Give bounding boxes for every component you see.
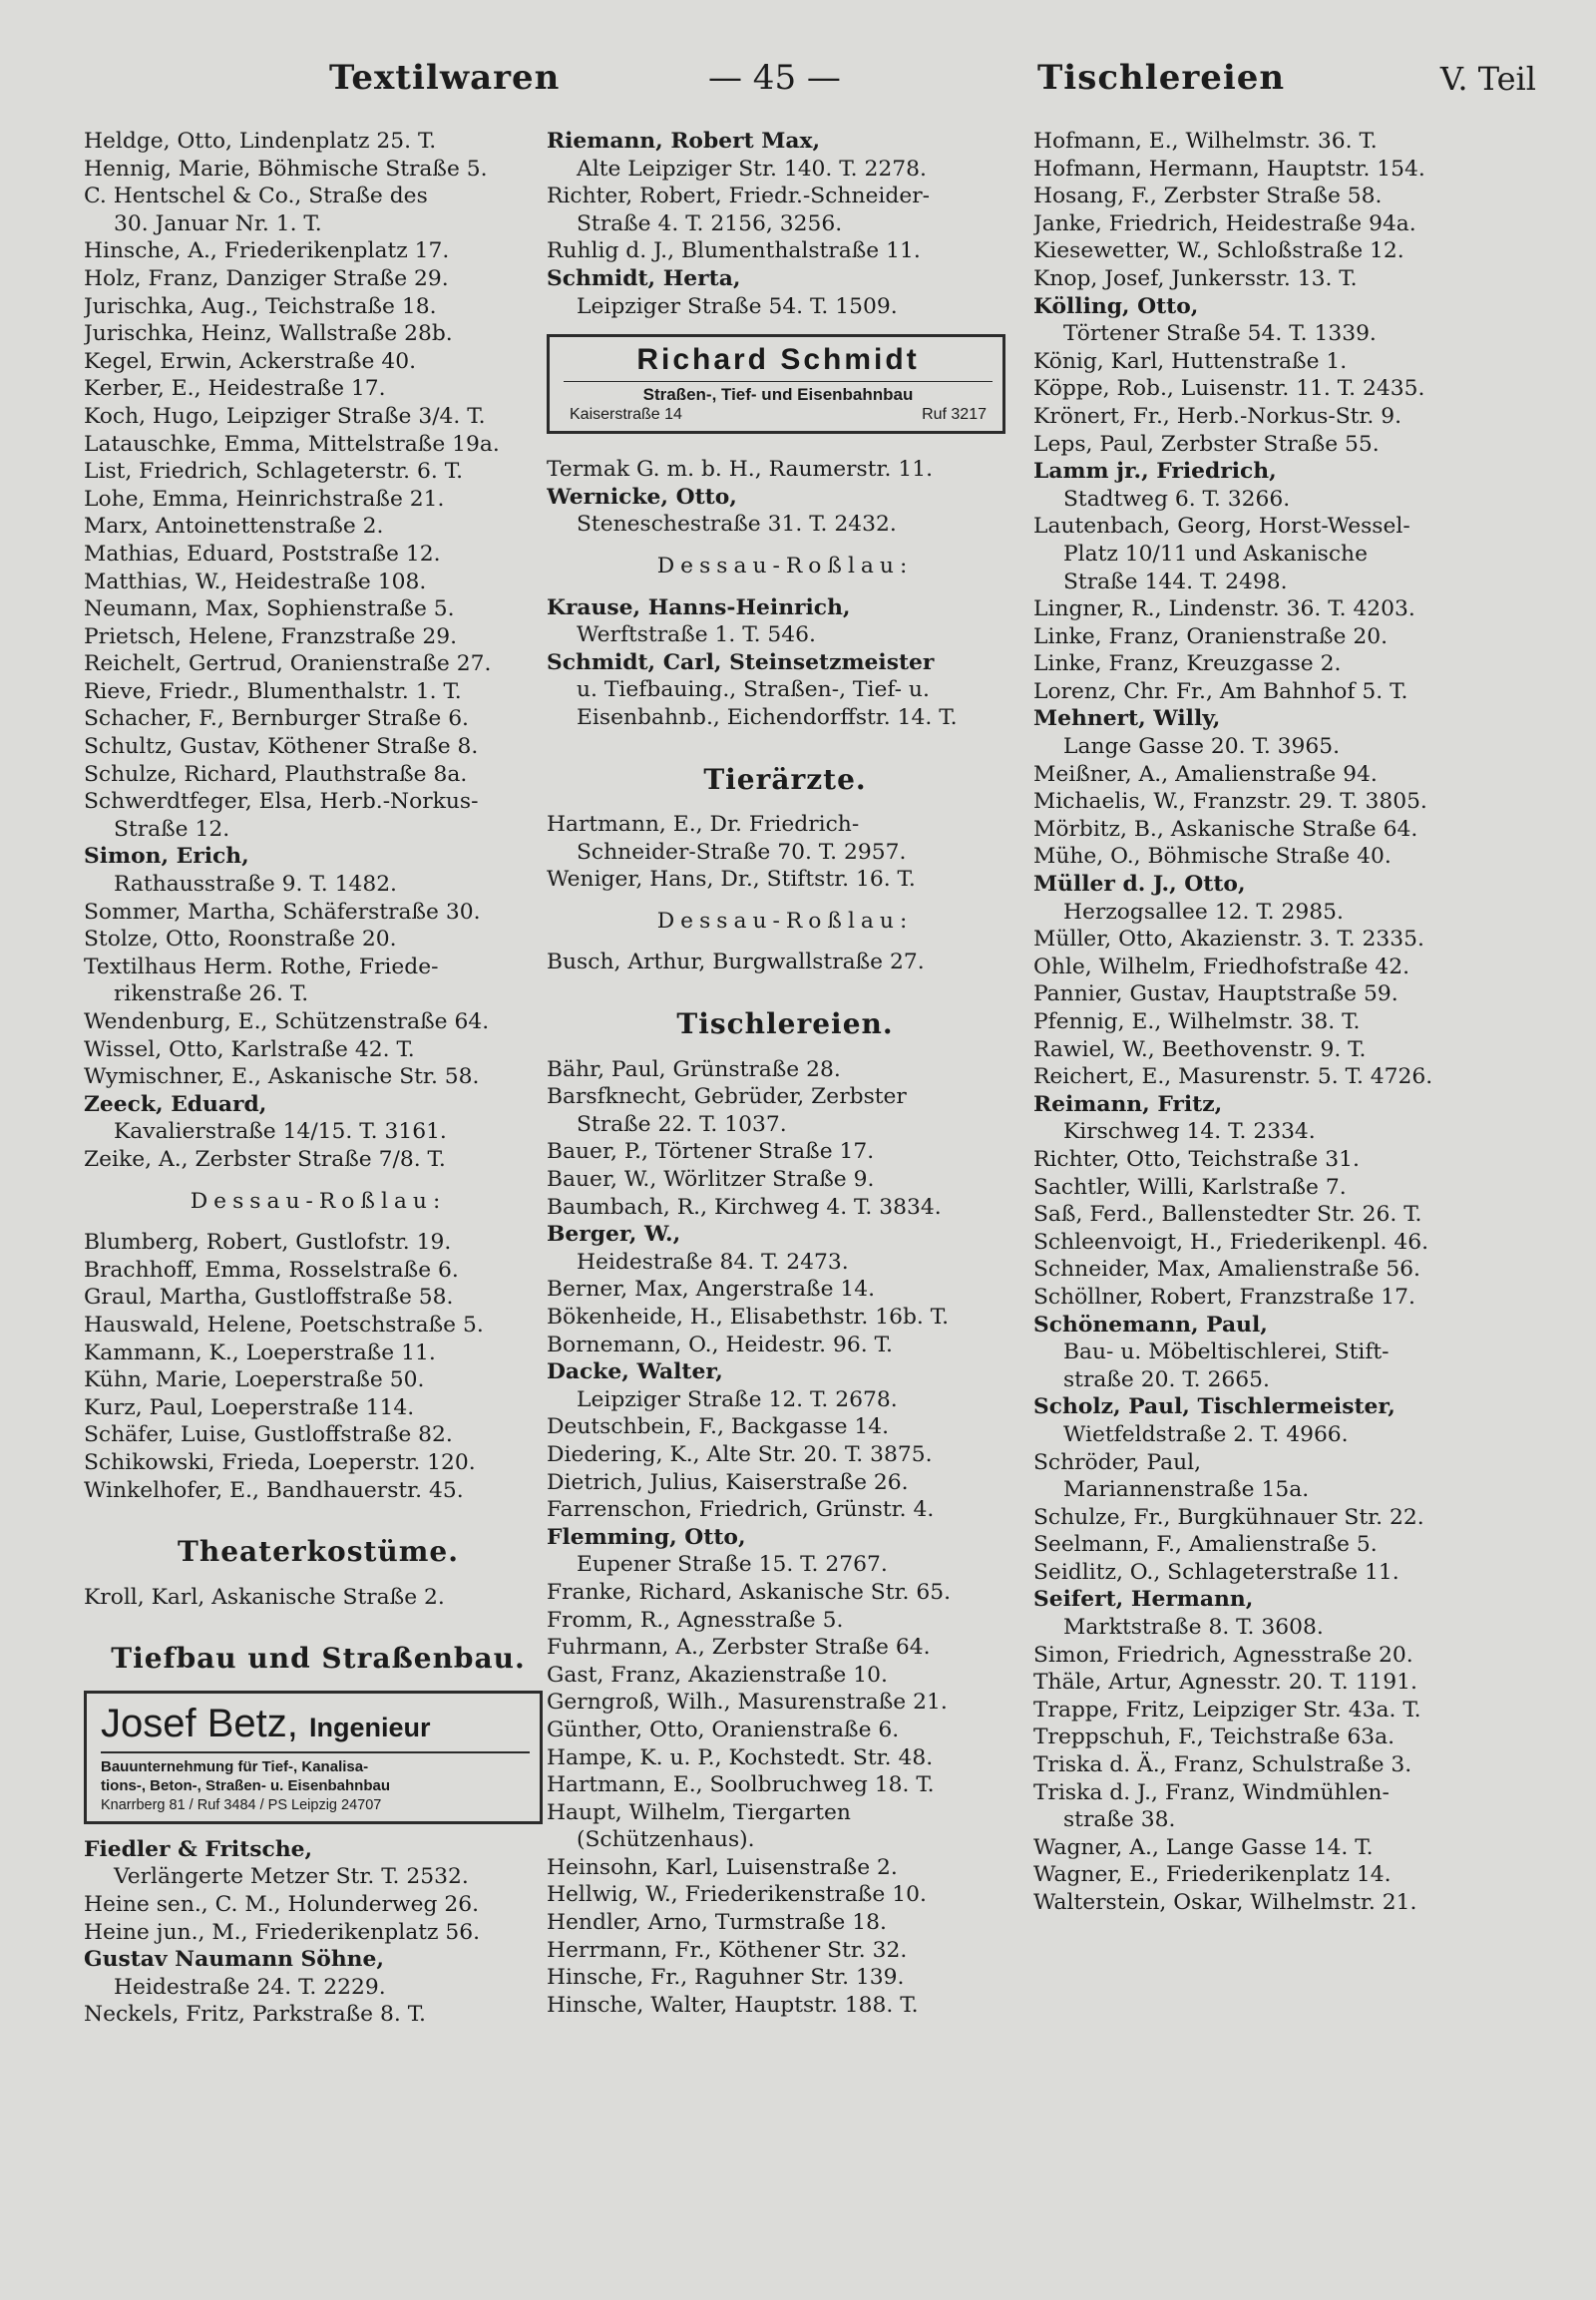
directory-entry: Simon, Erich,	[84, 844, 249, 870]
column-left	[84, 128, 553, 2029]
directory-entry-continuation: Mariannenstraße 15a.	[1063, 1477, 1310, 1503]
directory-entry: Gast, Franz, Akazienstraße 10.	[547, 1662, 888, 1688]
directory-entry: Wissel, Otto, Karlstraße 42. T.	[84, 1036, 415, 1062]
column-middle	[547, 128, 1023, 2019]
directory-entry: Lorenz, Chr. Fr., Am Bahnhof 5. T.	[1033, 678, 1408, 704]
directory-entry: Hartmann, E., Soolbruchweg 18. T.	[547, 1772, 935, 1798]
directory-entry-continuation: u. Tiefbauing., Straßen-, Tief- u.	[577, 677, 930, 703]
ad-josef-betz	[84, 1691, 543, 1824]
directory-entry: Bornemann, O., Heidestr. 96. T.	[547, 1332, 893, 1357]
city-heading: Dessau-Roßlau:	[656, 553, 914, 578]
directory-entry: Marx, Antoinettenstraße 2.	[84, 514, 384, 540]
directory-entry: Jurischka, Heinz, Wallstraße 28b.	[84, 321, 453, 347]
directory-entry-continuation: Leipziger Straße 12. T. 2678.	[577, 1386, 898, 1412]
city-heading: Dessau-Roßlau:	[656, 908, 914, 934]
directory-entry-continuation: Leipziger Straße 54. T. 1509.	[577, 293, 898, 319]
directory-entry: Deutschbein, F., Backgasse 14.	[547, 1414, 890, 1440]
directory-entry: Lamm jr., Friedrich,	[1033, 459, 1277, 485]
directory-entry-continuation: Heidestraße 84. T. 2473.	[577, 1249, 849, 1275]
directory-entry: Scholz, Paul, Tischlermeister,	[1033, 1394, 1396, 1420]
directory-entry: Richter, Otto, Teichstraße 31.	[1033, 1146, 1360, 1172]
directory-entry: Saß, Ferd., Ballenstedter Str. 26. T.	[1033, 1202, 1422, 1228]
ad-phone: Ruf 3217	[922, 406, 987, 424]
directory-entry: Müller d. J., Otto,	[1033, 872, 1246, 898]
directory-entry: Schmidt, Herta,	[547, 265, 741, 291]
directory-entry-continuation: 30. Januar Nr. 1. T.	[114, 210, 322, 236]
directory-entry: Kerber, E., Heidestraße 17.	[84, 376, 386, 402]
directory-entry-continuation: Platz 10/11 und Askanische	[1063, 541, 1368, 567]
directory-entry: Hendler, Arno, Turmstraße 18.	[547, 1910, 887, 1936]
directory-entry-continuation: Kirschweg 14. T. 2334.	[1063, 1119, 1316, 1145]
ad-title-text: Ingenieur	[309, 1712, 431, 1742]
ad-business-line-1: Bauunternehmung für Tief-, Kanalisa-	[101, 1751, 530, 1776]
ad-contact: Knarrberg 81 / Ruf 3484 / PS Leipzig 24707	[101, 1796, 382, 1813]
ad-company-name: Richard Schmidt	[636, 343, 920, 377]
directory-entry: Reimann, Fritz,	[1033, 1091, 1223, 1117]
directory-entry: Thäle, Artur, Agnesstr. 20. T. 1191.	[1033, 1670, 1417, 1696]
page-header	[80, 58, 1536, 108]
directory-entry: Knop, Josef, Junkersstr. 13. T.	[1033, 265, 1358, 291]
directory-entry: Seidlitz, O., Schlageterstraße 11.	[1033, 1559, 1399, 1585]
directory-entry: Michaelis, W., Franzstr. 29. T. 3805.	[1033, 789, 1427, 815]
directory-entry: Berger, W.,	[547, 1222, 681, 1248]
directory-entry: Rawiel, W., Beethovenstr. 9. T.	[1033, 1036, 1367, 1062]
directory-entry: Winkelhofer, E., Bandhauerstr. 45.	[84, 1477, 464, 1503]
directory-entry: Kroll, Karl, Askanische Straße 2.	[84, 1584, 445, 1610]
directory-entry: Sommer, Martha, Schäferstraße 30.	[84, 899, 481, 925]
directory-entry: Baumbach, R., Kirchweg 4. T. 3834.	[547, 1194, 942, 1220]
directory-entry-continuation: Schneider-Straße 70. T. 2957.	[577, 839, 907, 865]
directory-entry: Sachtler, Willi, Karlstraße 7.	[1033, 1174, 1347, 1200]
directory-entry-continuation: Törtener Straße 54. T. 1339.	[1063, 321, 1377, 347]
directory-entry: Hinsche, Walter, Hauptstr. 188. T.	[547, 1992, 919, 2018]
directory-entry: Bauer, W., Wörlitzer Straße 9.	[547, 1167, 875, 1193]
directory-entry-continuation: Straße 22. T. 1037.	[577, 1111, 787, 1137]
directory-entry: Wendenburg, E., Schützenstraße 64.	[84, 1009, 490, 1034]
directory-entry: Walterstein, Oskar, Wilhelmstr. 21.	[1033, 1890, 1417, 1915]
directory-entry-continuation: Rathausstraße 9. T. 1482.	[114, 872, 397, 898]
section-heading: Tierärzte.	[703, 762, 867, 796]
directory-entry: Krönert, Fr., Herb.-Norkus-Str. 9.	[1033, 403, 1402, 429]
directory-entry: Wagner, E., Friederikenplatz 14.	[1033, 1862, 1392, 1888]
directory-entry: Pannier, Gustav, Hauptstraße 59.	[1033, 981, 1398, 1007]
directory-entry: Heinsohn, Karl, Luisenstraße 2.	[547, 1854, 898, 1880]
directory-entry: Kammann, K., Loeperstraße 11.	[84, 1340, 436, 1365]
directory-entry-continuation: Straße 4. T. 2156, 3256.	[577, 210, 843, 236]
directory-entry: Schultz, Gustav, Köthener Straße 8.	[84, 734, 479, 760]
directory-entry: Heine sen., C. M., Holunderweg 26.	[84, 1892, 480, 1918]
directory-entry: Busch, Arthur, Burgwallstraße 27.	[547, 950, 925, 975]
directory-entry: Franke, Richard, Askanische Str. 65.	[547, 1579, 952, 1605]
part-label: V. Teil	[1439, 60, 1536, 98]
directory-entry: Hinsche, Fr., Raguhner Str. 139.	[547, 1965, 905, 1991]
directory-entry: Richter, Robert, Friedr.-Schneider-	[547, 184, 930, 209]
ad-contact	[564, 405, 993, 425]
directory-entry-continuation: Eupener Straße 15. T. 2767.	[577, 1552, 888, 1578]
directory-entry-continuation: Kavalierstraße 14/15. T. 3161.	[114, 1119, 447, 1145]
directory-entry-continuation: Straße 12.	[114, 816, 230, 842]
directory-entry: Zeeck, Eduard,	[84, 1091, 267, 1117]
directory-entry: Textilhaus Herm. Rothe, Friede-	[84, 954, 439, 979]
directory-entry-continuation: Bau- u. Möbeltischlerei, Stift-	[1063, 1340, 1390, 1365]
directory-entry: Hartmann, E., Dr. Friedrich-	[547, 812, 860, 838]
directory-entry-continuation: Straße 144. T. 2498.	[1063, 569, 1288, 594]
directory-entry: Holz, Franz, Danziger Straße 29.	[84, 265, 449, 291]
directory-entry: Simon, Friedrich, Agnesstraße 20.	[1033, 1642, 1413, 1668]
column-right	[1033, 128, 1532, 1917]
directory-entry-continuation: Heidestraße 24. T. 2229.	[114, 1974, 386, 2000]
directory-entry: Graul, Martha, Gustloffstraße 58.	[84, 1285, 454, 1311]
directory-entry: Lingner, R., Lindenstr. 36. T. 4203.	[1033, 596, 1415, 622]
directory-entry: Ruhlig d. J., Blumenthalstraße 11.	[547, 238, 921, 264]
directory-entry: Schmidt, Carl, Steinsetzmeister	[547, 649, 935, 675]
directory-entry: Heine jun., M., Friederikenplatz 56.	[84, 1919, 481, 1945]
header-left-title: Textilwaren	[329, 58, 561, 98]
directory-entry-continuation: Herzogsallee 12. T. 2985.	[1063, 899, 1344, 925]
directory-entry: Günther, Otto, Oranienstraße 6.	[547, 1717, 900, 1742]
directory-entry: Schacher, F., Bernburger Straße 6.	[84, 706, 469, 732]
directory-entry: Bökenheide, H., Elisabethstr. 16b. T.	[547, 1305, 950, 1330]
directory-entry-continuation: straße 20. T. 2665.	[1063, 1366, 1270, 1392]
directory-entry: Lohe, Emma, Heinrichstraße 21.	[84, 486, 445, 512]
directory-entry: Ohle, Wilhelm, Friedhofstraße 42.	[1033, 954, 1410, 979]
directory-entry: Treppschuh, F., Teichstraße 63a.	[1033, 1725, 1396, 1750]
directory-entry: Hinsche, A., Friederikenplatz 17.	[84, 238, 450, 264]
directory-entry: Müller, Otto, Akazienstr. 3. T. 2335.	[1033, 927, 1424, 953]
directory-entry: Dietrich, Julius, Kaiserstraße 26.	[547, 1469, 909, 1495]
directory-entry: Köppe, Rob., Luisenstr. 11. T. 2435.	[1033, 376, 1425, 402]
directory-entry: Neckels, Fritz, Parkstraße 8. T.	[84, 2002, 426, 2028]
directory-entry-continuation: Stadtweg 6. T. 3266.	[1063, 486, 1291, 512]
directory-entry: Hellwig, W., Friederikenstraße 10.	[547, 1882, 927, 1908]
directory-entry: Linke, Franz, Kreuzgasse 2.	[1033, 651, 1342, 677]
directory-entry: Neumann, Max, Sophienstraße 5.	[84, 596, 455, 622]
directory-entry: Haupt, Wilhelm, Tiergarten	[547, 1799, 851, 1825]
section-heading: Tischlereien.	[676, 1007, 894, 1041]
ad-business-line: Straßen-, Tief- und Eisenbahnbau	[564, 381, 993, 405]
directory-entry: Hosang, F., Zerbster Straße 58.	[1033, 184, 1383, 209]
directory-entry: Janke, Friedrich, Heidestraße 94a.	[1033, 210, 1416, 236]
directory-entry: Barsfknecht, Gebrüder, Zerbster	[547, 1084, 907, 1110]
directory-entry-continuation: straße 38.	[1063, 1807, 1176, 1833]
directory-entry: Brachhoff, Emma, Rosselstraße 6.	[84, 1257, 459, 1283]
directory-entry: Prietsch, Helene, Franzstraße 29.	[84, 623, 458, 649]
ad-richard-schmidt	[547, 334, 1005, 434]
directory-entry: Schäfer, Luise, Gustloffstraße 82.	[84, 1422, 453, 1448]
directory-entry-continuation: rikenstraße 26. T.	[114, 981, 309, 1007]
directory-entry: Herrmann, Fr., Köthener Str. 32.	[547, 1937, 908, 1963]
directory-entry: Schulze, Fr., Burgkühnauer Str. 22.	[1033, 1504, 1424, 1530]
directory-entry: Wymischner, E., Askanische Str. 58.	[84, 1064, 480, 1090]
directory-entry: Reichelt, Gertrud, Oranienstraße 27.	[84, 651, 492, 677]
directory-entry: Kühn, Marie, Loeperstraße 50.	[84, 1367, 425, 1393]
directory-entry: Schneider, Max, Amalienstraße 56.	[1033, 1257, 1420, 1283]
directory-entry: Dacke, Walter,	[547, 1359, 723, 1385]
directory-entry: Weniger, Hans, Dr., Stiftstr. 16. T.	[547, 867, 916, 893]
directory-entry: Kiesewetter, W., Schloßstraße 12.	[1033, 238, 1404, 264]
directory-entry: Kurz, Paul, Loeperstraße 114.	[84, 1394, 415, 1420]
directory-entry: Heldge, Otto, Lindenplatz 25. T.	[84, 129, 437, 154]
directory-entry: Mehnert, Willy,	[1033, 706, 1221, 732]
directory-entry: Krause, Hanns-Heinrich,	[547, 594, 851, 620]
directory-entry: Flemming, Otto,	[547, 1524, 746, 1550]
directory-entry: Fiedler & Fritsche,	[84, 1836, 313, 1862]
directory-entry: Fuhrmann, A., Zerbster Straße 64.	[547, 1635, 931, 1661]
directory-entry-continuation: Steneschestraße 31. T. 2432.	[577, 512, 897, 538]
directory-entry: Schikowski, Frieda, Loeperstr. 120.	[84, 1449, 476, 1475]
directory-entry: Farrenschon, Friedrich, Grünstr. 4.	[547, 1497, 935, 1523]
directory-entry-continuation: Marktstraße 8. T. 3608.	[1063, 1615, 1324, 1641]
directory-entry: Termak G. m. b. H., Raumerstr. 11.	[547, 457, 934, 483]
directory-entry-continuation: Eisenbahnb., Eichendorffstr. 14. T.	[577, 704, 958, 730]
directory-entry: Wagner, A., Lange Gasse 14. T.	[1033, 1834, 1374, 1860]
header-right-title: Tischlereien	[1037, 58, 1286, 98]
directory-entry: Triska d. Ä., Franz, Schulstraße 3.	[1033, 1752, 1412, 1778]
directory-entry: Stolze, Otto, Roonstraße 20.	[84, 927, 397, 953]
directory-entry: Reichert, E., Masurenstr. 5. T. 4726.	[1033, 1064, 1433, 1090]
directory-entry: Kegel, Erwin, Ackerstraße 40.	[84, 348, 417, 374]
directory-entry: Wernicke, Otto,	[547, 484, 737, 510]
directory-entry: Trappe, Fritz, Leipziger Str. 43a. T.	[1033, 1697, 1421, 1723]
directory-entry-continuation: Verlängerte Metzer Str. T. 2532.	[114, 1864, 469, 1890]
city-heading: Dessau-Roßlau:	[190, 1188, 447, 1214]
directory-entry: Koch, Hugo, Leipziger Straße 3/4. T.	[84, 403, 486, 429]
directory-entry: Hofmann, Hermann, Hauptstr. 154.	[1033, 156, 1425, 182]
directory-entry: Mühe, O., Böhmische Straße 40.	[1033, 844, 1392, 870]
directory-entry: Blumberg, Robert, Gustlofstr. 19.	[84, 1230, 452, 1256]
directory-entry: Schöllner, Robert, Franzstraße 17.	[1033, 1284, 1415, 1310]
directory-entry: Jurischka, Aug., Teichstraße 18.	[84, 293, 437, 319]
directory-entry: Mathias, Eduard, Poststraße 12.	[84, 541, 441, 567]
directory-entry: Meißner, A., Amalienstraße 94.	[1033, 761, 1378, 787]
directory-entry: Gerngroß, Wilh., Masurenstraße 21.	[547, 1690, 948, 1716]
directory-entry-continuation: Lange Gasse 20. T. 3965.	[1063, 734, 1341, 760]
directory-entry: Latauschke, Emma, Mittelstraße 19a.	[84, 431, 500, 457]
directory-entry: Triska d. J., Franz, Windmühlen-	[1033, 1779, 1390, 1805]
directory-entry-continuation: Alte Leipziger Str. 140. T. 2278.	[577, 156, 927, 182]
ad-company-name	[101, 1700, 530, 1751]
directory-entry: Kölling, Otto,	[1033, 293, 1199, 319]
directory-entry: Linke, Franz, Oranienstraße 20.	[1033, 623, 1389, 649]
directory-entry: König, Karl, Huttenstraße 1.	[1033, 348, 1348, 374]
directory-entry: Schleenvoigt, H., Friederikenpl. 46.	[1033, 1229, 1429, 1255]
ad-business-line-2: tions-, Beton-, Straßen- u. Eisenbahnbau	[101, 1776, 391, 1794]
directory-entry: Matthias, W., Heidestraße 108.	[84, 569, 427, 594]
directory-entry: Fromm, R., Agnesstraße 5.	[547, 1607, 844, 1633]
directory-entry-continuation: Wietfeldstraße 2. T. 4966.	[1063, 1421, 1349, 1447]
ad-address: Kaiserstraße 14	[570, 406, 682, 424]
directory-entry: Hampe, K. u. P., Kochstedt. Str. 48.	[547, 1744, 934, 1770]
directory-entry: Seifert, Hermann,	[1033, 1587, 1254, 1613]
page-number: — 45 —	[708, 58, 841, 98]
ad-name-text: Josef Betz,	[101, 1701, 298, 1745]
directory-entry: Diedering, K., Alte Str. 20. T. 3875.	[547, 1441, 933, 1467]
directory-entry: Leps, Paul, Zerbster Straße 55.	[1033, 431, 1380, 457]
directory-entry: Schwerdtfeger, Elsa, Herb.-Norkus-	[84, 789, 479, 815]
directory-entry: Lautenbach, Georg, Horst-Wessel-	[1033, 514, 1410, 540]
directory-entry: Hofmann, E., Wilhelmstr. 36. T.	[1033, 129, 1378, 154]
directory-entry: Pfennig, E., Wilhelmstr. 38. T.	[1033, 1009, 1361, 1034]
directory-entry-continuation: (Schützenhaus).	[577, 1827, 755, 1853]
directory-entry: Schröder, Paul,	[1033, 1449, 1202, 1475]
directory-entry: Bauer, P., Törtener Straße 17.	[547, 1139, 875, 1165]
section-heading: Tiefbau und Straßenbau.	[111, 1642, 526, 1676]
directory-entry: Berner, Max, Angerstraße 14.	[547, 1277, 876, 1303]
directory-entry: Hennig, Marie, Böhmische Straße 5.	[84, 156, 488, 182]
directory-entry: C. Hentschel & Co., Straße des	[84, 184, 428, 209]
directory-entry: Riemann, Robert Max,	[547, 129, 821, 154]
directory-entry-continuation: Werftstraße 1. T. 546.	[577, 622, 816, 648]
section-heading: Theaterkostüme.	[178, 1535, 459, 1569]
directory-entry: Zeike, A., Zerbster Straße 7/8. T.	[84, 1146, 446, 1172]
directory-entry: Schulze, Richard, Plauthstraße 8a.	[84, 761, 468, 787]
directory-entry: Bähr, Paul, Grünstraße 28.	[547, 1056, 841, 1082]
directory-entry: Seelmann, F., Amalienstraße 5.	[1033, 1532, 1378, 1558]
directory-entry: Rieve, Friedr., Blumenthalstr. 1. T.	[84, 678, 462, 704]
directory-entry: Mörbitz, B., Askanische Straße 64.	[1033, 816, 1418, 842]
directory-entry: List, Friedrich, Schlageterstr. 6. T.	[84, 459, 463, 485]
directory-entry: Gustav Naumann Söhne,	[84, 1947, 384, 1973]
directory-entry: Schönemann, Paul,	[1033, 1312, 1268, 1338]
directory-entry: Hauswald, Helene, Poetschstraße 5.	[84, 1312, 484, 1338]
